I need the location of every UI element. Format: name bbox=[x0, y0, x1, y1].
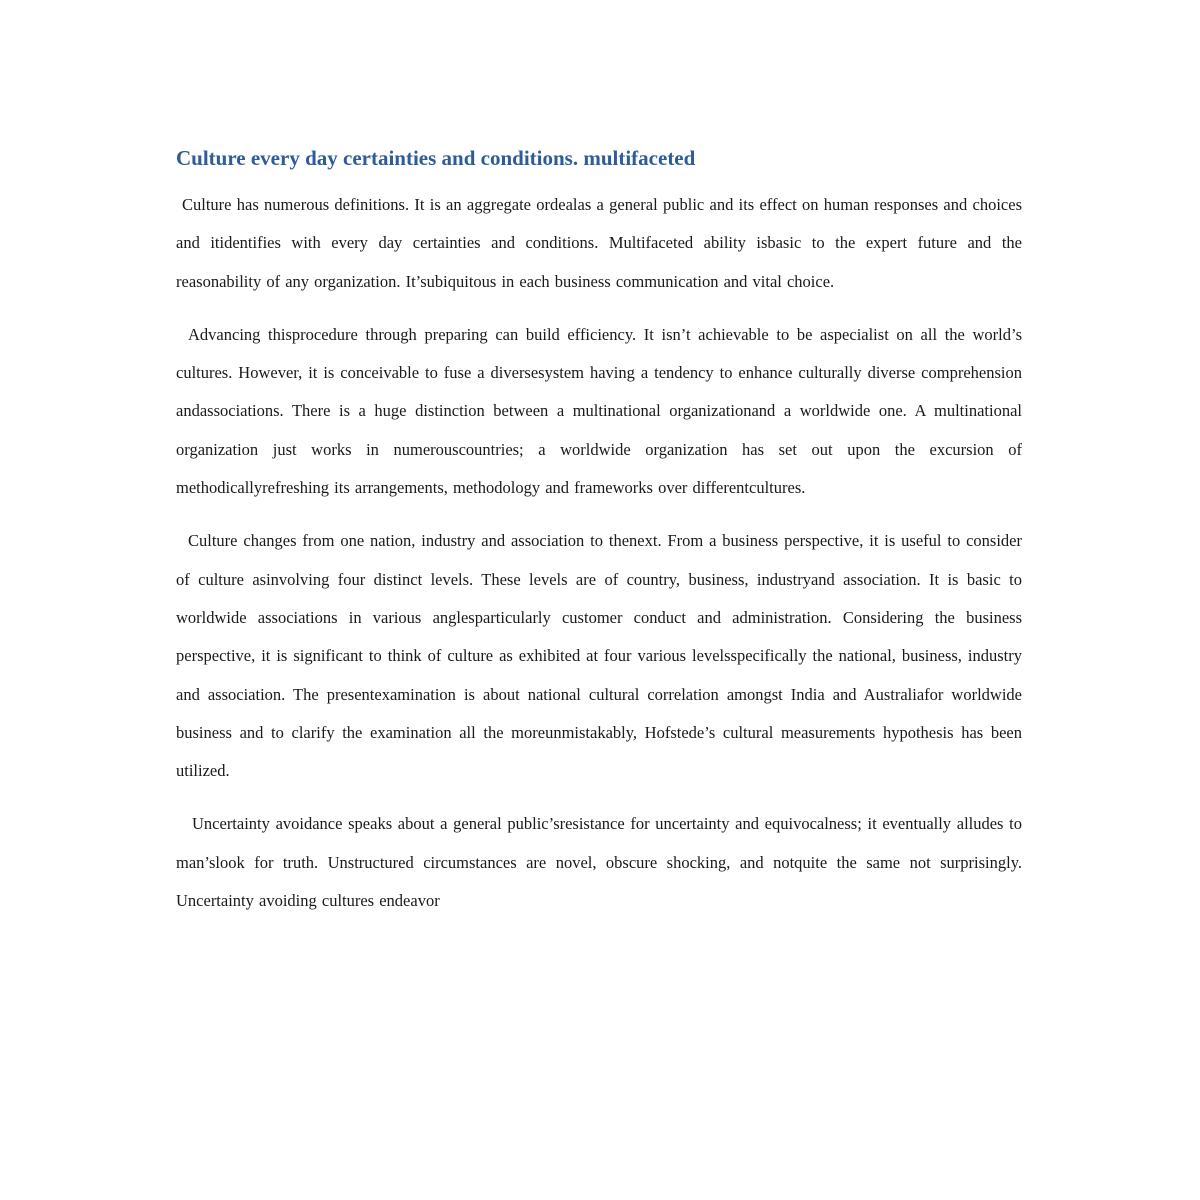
paragraph-text: Uncertainty avoidance speaks about a general public’sresistance for uncertainty and equivocalness; it eventually alludes to man’slook for truth. Unstructured circumstances are novel, obscure shocking, and notquite the same not surprisingly. Uncertainty avoiding cultures endeavor bbox=[176, 814, 1022, 911]
paragraph-text: Culture has numerous definitions. It is an aggregate ordealas a general public and its effect on human responses and choices and itidentifies with every day certainties and conditions. Multifaceted ability isbasic to the expert future and the reasonability of any organization. It’subiquitous in each business communication and vital choice. bbox=[176, 195, 1022, 291]
paragraph-uncertainty-avoidance bbox=[176, 805, 1022, 920]
paragraph-text: Advancing thisprocedure through preparing can build efficiency. It isn’t achievable to be aspecialist on all the world’s cultures. However, it is conceivable to fuse a diversesystem having a tendency to enhance culturally diverse comprehension andassociations. There is a huge distinction between a multinational organizationand a worldwide one. A multinational organization just works in numerouscountries; a worldwide organization has set out upon the excursion of methodicallyrefreshing its arrangements, methodology and frameworks over differentcultures. bbox=[176, 324, 1022, 498]
document-title: Culture every day certainties and conditions. multifaceted bbox=[176, 146, 696, 170]
paragraph-advancing-procedure bbox=[176, 316, 1022, 507]
paragraph-culture-definitions bbox=[176, 186, 1022, 301]
paragraph-culture-changes bbox=[176, 522, 1022, 790]
paragraph-text: Culture changes from one nation, industry and association to thenext. From a business perspective, it is useful to consider of culture asinvolving four distinct levels. These levels are of country, business, industryand association. It is basic to worldwide associations in various anglesparticularly customer conduct and administration. Considering the business perspective, it is significant to think of culture as exhibited at four various levelsspecifically the national, business, industry and association. The presentexamination is about national cultural correlation amongst India and Australiafor worldwide business and to clarify the examination all the moreunmistakably, Hofstede’s cultural measurements hypothesis has been utilized. bbox=[176, 531, 1022, 781]
document-page bbox=[176, 140, 1022, 935]
